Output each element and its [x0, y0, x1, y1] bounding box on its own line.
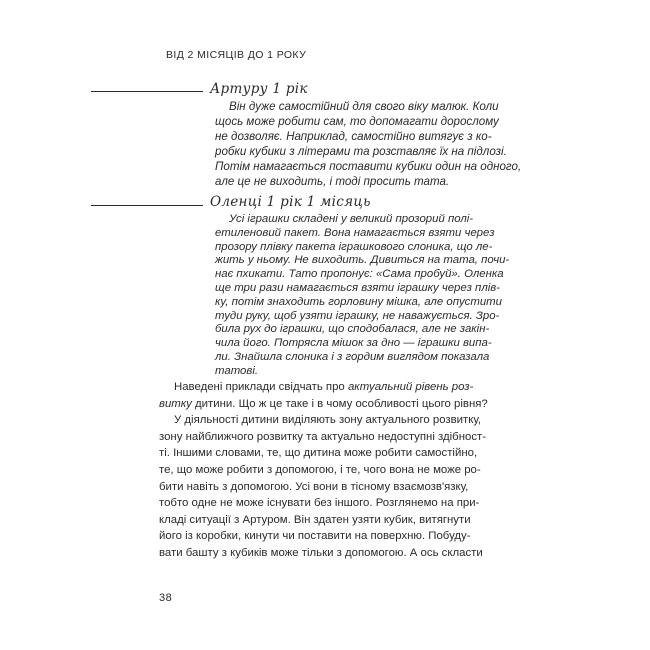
case2-line: прозору плівку пакета іграшкового слоника, що ле-	[215, 240, 493, 253]
case-title-olenka: Оленці 1 рік 1 місяць	[210, 194, 371, 210]
case2-line: жить у ньому. Не виходить. Дивиться на тата, почи-	[215, 254, 510, 267]
body-line: кладі ситуації з Артуром. Він здатен узяти кубик, витягнути	[159, 513, 471, 526]
body-text: Наведені приклади свідчать про	[174, 381, 348, 393]
body-line: зону найближчого розвитку та актуально недоступні здібност-	[159, 430, 487, 443]
case-title-arthur: Артуру 1 рік	[210, 81, 308, 97]
case1-line: не дозволяє. Наприклад, самостійно витягує з ко-	[215, 130, 492, 143]
body-line: бити навіть з допомогою. Усі вони в тісному взаємозв'язку,	[159, 480, 469, 493]
case1-line: Потім намагається поставити кубики один на одного,	[215, 160, 522, 173]
case2-line: чила його. Потрясла мішок за дно — іграшки випа-	[215, 337, 492, 350]
body-line: вати башту з кубиків може тільки з допомогою. А ось скласти	[159, 547, 483, 559]
case2-line: била рух до іграшки, що сподобалася, але не закін-	[215, 323, 490, 336]
body-line: У діяльності дитини виділяють зону актуального розвитку,	[174, 414, 482, 427]
body-line: те, що може робити з допомогою, і те, чого вона не може ро-	[159, 464, 481, 476]
body-text: дитини. Що ж це таке і в чому особливості цього рівня?	[191, 397, 488, 410]
body-line: його із коробки, кинути чи поставити на поверхню. Побуду-	[159, 530, 471, 543]
case1-line: але це не виходить, і тоді просить тата.	[215, 175, 450, 188]
case2-line: туди руку, щоб узяти іграшку, не наважується. Зро-	[215, 309, 500, 322]
case2-line: Усі іграшки складені у великий прозорий полі-	[229, 213, 474, 225]
body-line	[159, 396, 488, 412]
case2-line: ще три рази намагається взяти іграшку через плів-	[215, 282, 501, 294]
body-line	[174, 379, 473, 395]
case1-line: робки кубики з літерами та розставляє їх на підлозі.	[215, 145, 507, 158]
running-header: ВІД 2 МІСЯЦІВ ДО 1 РОКУ	[166, 49, 307, 61]
case2-line: ли. Знайшла слоника і з гордим виглядом показала	[215, 351, 490, 363]
case2-line: етиленовий пакет. Вона намагається взяти через	[215, 226, 495, 239]
body-line: ті. Іншими словами, те, що дитина може робити самостійно,	[159, 447, 478, 460]
body-emphasis: актуальний рівень роз-	[347, 381, 474, 393]
case-divider-rule	[91, 205, 203, 206]
body-line: тобто одне не може існувати без іншого. Розглянемо на при-	[159, 497, 480, 510]
case2-line: татові.	[215, 364, 259, 377]
case1-line: щось може робити сам, то допомагати дорослому	[215, 115, 499, 128]
case1-line: Він дуже самостійний для свого віку малюк. Коли	[229, 100, 499, 113]
page-number: 38	[159, 592, 173, 604]
case-divider-rule	[91, 91, 203, 92]
case2-line: ку, потім знаходить горловину мішка, але опустити	[215, 295, 502, 308]
body-emphasis: витку	[159, 397, 192, 410]
case2-line: нає пхикати. Тато пропонує: «Сама пробуй». Оленка	[215, 268, 504, 281]
